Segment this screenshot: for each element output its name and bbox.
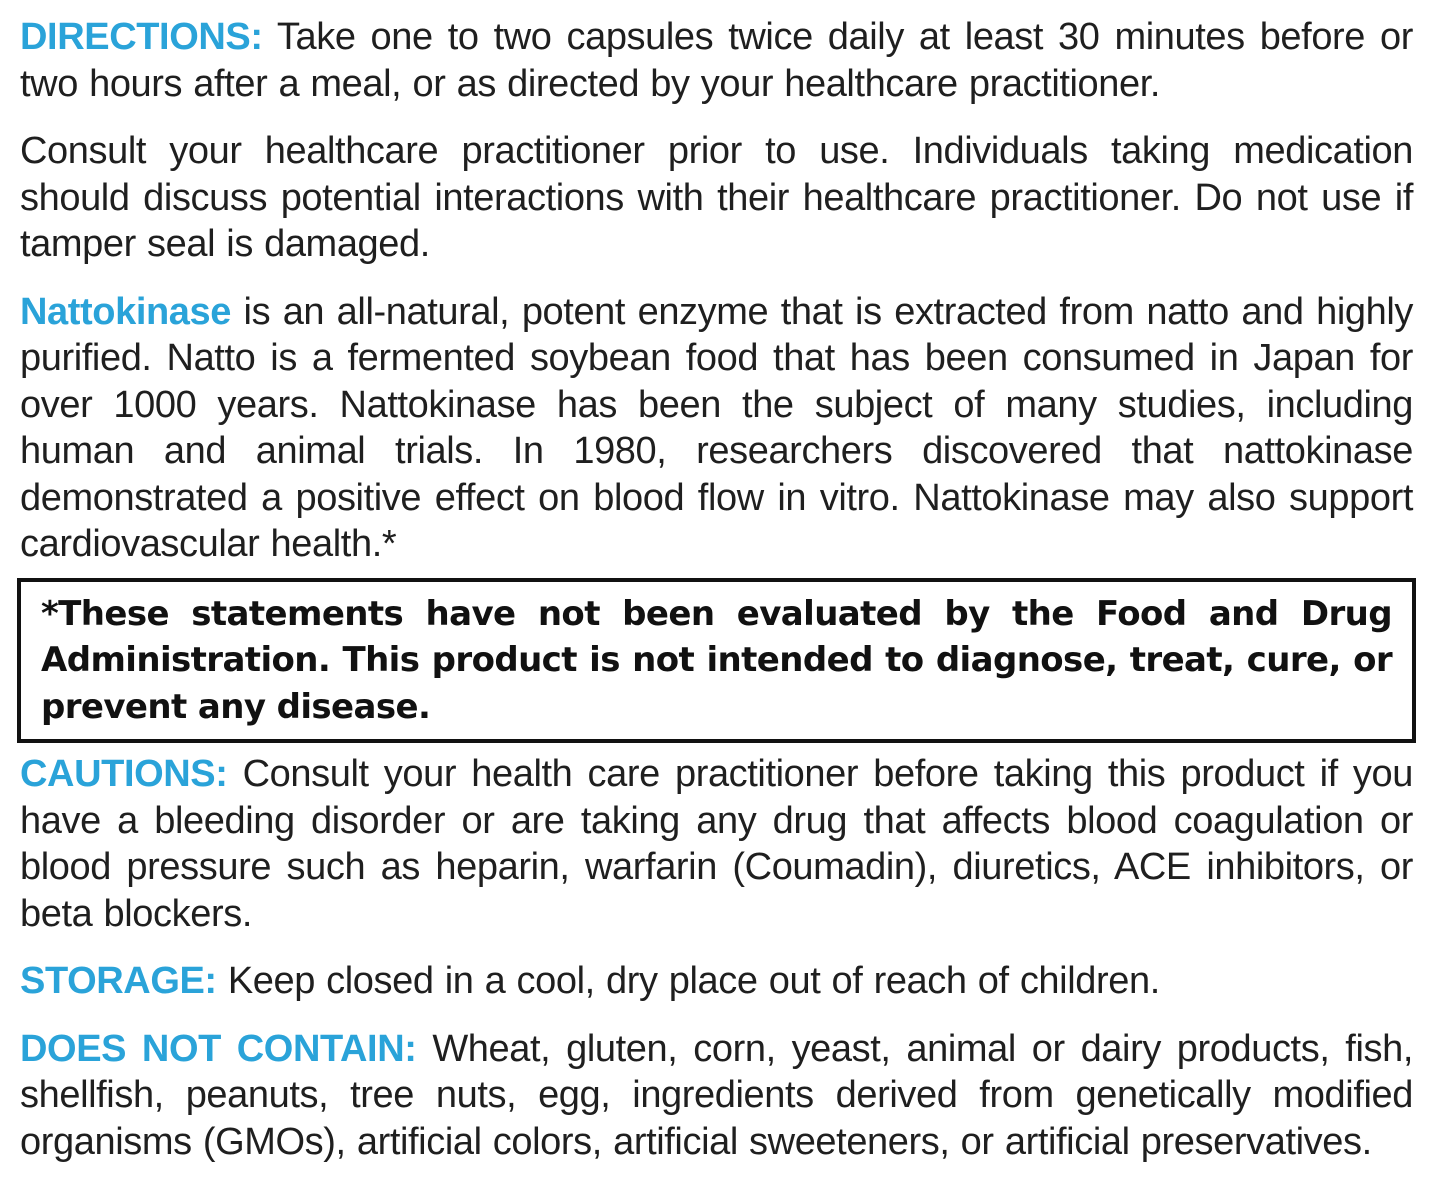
nattokinase-text: is an all-natural, potent enzyme that is extracted from natto and highly purified. Natto is a fermented soybean food that has been consumed in Japan for over 1000 years. Nattokinase has been the subject of many studies, including human and animal trials. In 1980, researchers discovered that nattokinase demonstrated a positive effect on blood flow in vitro. Nattokinase may also support cardiovascular health.* [20, 290, 1413, 565]
directions-heading: DIRECTIONS: [20, 16, 263, 58]
cautions-paragraph [20, 751, 1413, 937]
does-not-contain-heading: DOES NOT CONTAIN: [20, 1027, 417, 1070]
directions-text: Take one to two capsules twice daily at least 30 minutes before or two hours after a meal, or as directed by your healthcare practitioner. [20, 16, 1413, 105]
consult-text: Consult your healthcare practitioner prior to use. Individuals taking medication should discuss potential interactions with their healthcare practitioner. Do not use if tamper seal is damaged. [20, 130, 1413, 265]
storage-heading: STORAGE: [20, 960, 217, 1002]
storage-paragraph [20, 958, 1413, 1005]
directions-paragraph [20, 14, 1413, 107]
consult-paragraph [20, 128, 1413, 268]
does-not-contain-text: Wheat, gluten, corn, yeast, animal or dairy products, fish, shellfish, peanuts, tree nuts, egg, ingredients derived from genetically modified organisms (GMOs), artificial colors, artificial sweeteners, or artificial preservatives. [20, 1027, 1413, 1163]
fda-disclaimer-box [17, 578, 1416, 744]
cautions-text: Consult your health care practitioner before taking this product if you have a bleeding disorder or are taking any drug that affects blood coagulation or blood pressure such as heparin, warfarin (Coumadin), diuretics, ACE inhibitors, or beta blockers. [20, 753, 1413, 935]
fda-disclaimer-text: *These statements have not been evaluated by the Food and Drug Administration. This product is not intended to diagnose, treat, cure, or prevent any disease. [41, 593, 1392, 727]
storage-text: Keep closed in a cool, dry place out of reach of children. [216, 960, 1160, 1002]
nattokinase-heading: Nattokinase [20, 290, 232, 333]
supplement-label-panel [20, 14, 1413, 1165]
nattokinase-paragraph [20, 289, 1413, 568]
cautions-heading: CAUTIONS: [20, 753, 228, 795]
does-not-contain-paragraph [20, 1026, 1413, 1166]
